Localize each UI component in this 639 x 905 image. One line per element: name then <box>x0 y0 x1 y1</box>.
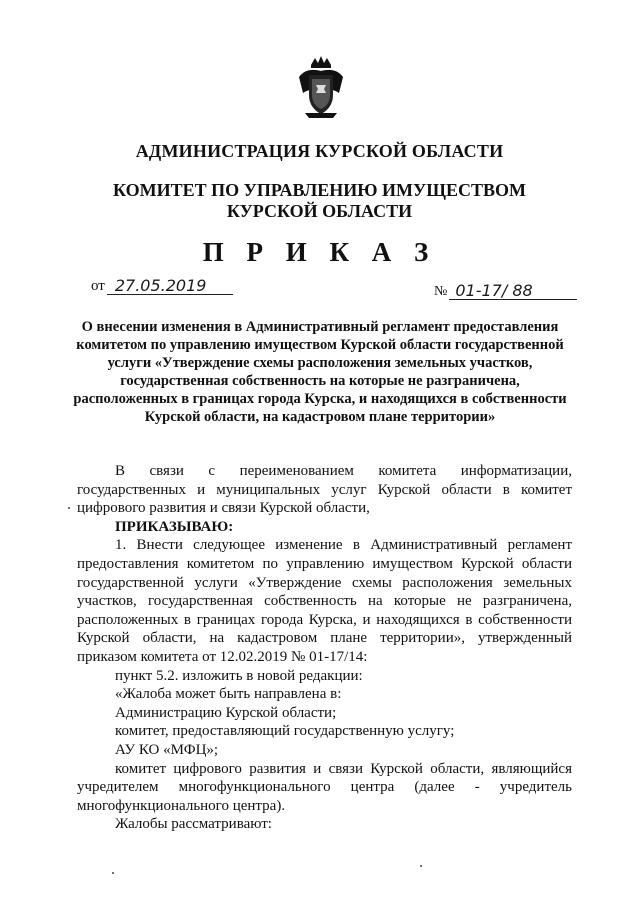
paragraph-recipient-4: комитет цифрового развития и связи Курской области, являющийся учредителем многофункционального центра (далее - учредитель многофункционального центра). <box>77 760 572 814</box>
number-field <box>434 281 577 300</box>
number-value: 01-17/ 88 <box>455 281 533 300</box>
administration-title: АДМИНИСТРАЦИЯ КУРСКОЙ ОБЛАСТИ <box>135 141 504 161</box>
paragraph-recipient-3: АУ КО «МФЦ»; <box>115 741 219 758</box>
paragraph-item-1: 1. Внести следующее изменение в Административный регламент предоставления комитетом по управлению имуществом Курской области государственной услуги «Утверждение схемы расположения земельных участков, государственная собственность на которые не разграничена, расположенных в границах города Курска, и находящихся в собственности Курской области, на кадастровом плане территории», утвержденный приказом комитета от 12.02.2019 № 01-17/14: <box>77 537 572 665</box>
paragraph-recipient-1: Администрацию Курской области; <box>115 704 337 721</box>
number-prefix: № <box>434 284 448 299</box>
scan-speck <box>420 865 422 867</box>
paragraph-quote-start: «Жалоба может быть направлена в: <box>115 686 342 703</box>
committee-title-line-1: КОМИТЕТ ПО УПРАВЛЕНИЮ ИМУЩЕСТВОМ <box>113 180 526 200</box>
paragraph-recipient-2: комитет, предоставляющий государственную услугу; <box>115 723 455 740</box>
order-body <box>77 462 572 834</box>
order-word: ПРИКАЗЫВАЮ: <box>115 518 234 535</box>
committee-title-line-2: КУРСКОЙ ОБЛАСТИ <box>226 201 413 221</box>
order-subject: О внесении изменения в Административный регламент предоставления комитетом по управлению имуществом Курской области государственной услуги «Утверждение схемы расположения земельных участков, государственная собственность на которые не разграничена, расположенных в границах города Курска, и находящихся в собственности Курской области, на кадастровом плане территории» <box>73 319 567 425</box>
scan-speck <box>112 872 114 874</box>
date-value: 27.05.2019 <box>114 276 207 295</box>
paragraph-clause: пункт 5.2. изложить в новой редакции: <box>115 667 363 684</box>
coat-of-arms-icon <box>297 55 345 119</box>
document-type-heading: П Р И К А З <box>202 237 437 267</box>
committee-title <box>0 180 639 222</box>
paragraph-preamble: В связи с переименованием комитета информатизации, государственных и муниципальных услуг Курской области в комитет цифрового развития и связи Курской области, <box>77 463 572 517</box>
date-underline <box>107 276 233 295</box>
date-prefix: от <box>91 278 105 294</box>
number-underline <box>449 281 577 300</box>
scan-speck <box>68 507 70 509</box>
date-field <box>91 276 233 295</box>
paragraph-complaints: Жалобы рассматривают: <box>115 816 272 833</box>
